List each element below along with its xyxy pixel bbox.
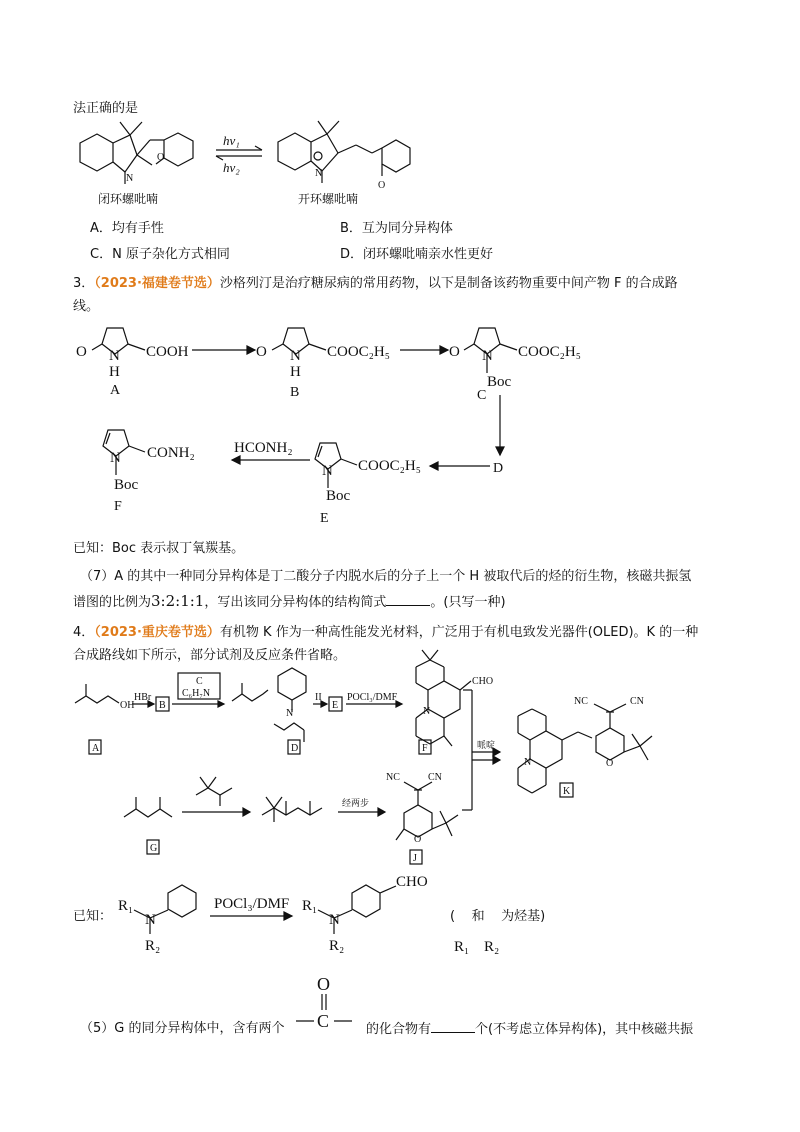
q4-reagent-ester bbox=[196, 777, 232, 806]
closed-spiropyran-structure bbox=[80, 122, 193, 184]
q4-k-nc: NC bbox=[574, 696, 588, 707]
q3-a-h: H bbox=[109, 364, 120, 380]
q2-option-b: B．互为同分异构体 bbox=[340, 221, 453, 236]
q4-step-ii: II bbox=[315, 692, 322, 703]
q3-sub7-2c: 。(只写一种) bbox=[430, 595, 506, 610]
q4-answer-blank[interactable] bbox=[431, 1020, 475, 1033]
q4-d-n: N bbox=[286, 708, 294, 719]
q3-c-boc: Boc bbox=[487, 374, 512, 390]
q4-stem1: 有机物 K 作为一种高性能发光材料，广泛用于有机电致发光器件(OLED)。K 的一种 bbox=[219, 625, 699, 640]
q4-k-cn: CN bbox=[630, 696, 644, 707]
q3-source: （2023·福建卷节选） bbox=[94, 276, 220, 291]
q4-j-o: O bbox=[414, 834, 422, 845]
q3-c-ester: COOC₂H₅ bbox=[518, 344, 581, 360]
q3-label-a: A bbox=[110, 383, 121, 398]
q3-b-n: N bbox=[290, 348, 301, 364]
q2-intro: 法正确的是 bbox=[73, 101, 139, 116]
known-r2: R₂ bbox=[145, 938, 161, 954]
q3-c-o: O bbox=[449, 344, 460, 360]
known-reagent: POCl₃/DMF bbox=[214, 896, 290, 912]
q4-f-n: N bbox=[423, 706, 431, 717]
known-n: N bbox=[145, 912, 156, 928]
q3-a-cooh: COOH bbox=[146, 344, 189, 360]
q2-option-a: A．均有手性 bbox=[90, 221, 164, 236]
q4-j-nc: NC bbox=[386, 772, 400, 783]
q4-compound-intermediate bbox=[262, 797, 322, 822]
q3-label-c: C bbox=[477, 388, 487, 403]
q4-reagent-c: C bbox=[196, 676, 203, 687]
q4-f-cho: CHO bbox=[472, 676, 494, 687]
q4-label-a: A bbox=[92, 743, 100, 754]
hv1-label: hv₁ bbox=[223, 133, 240, 148]
q4-note-and: 和 bbox=[471, 909, 485, 924]
q3-sub7-line2 bbox=[73, 592, 506, 612]
known-reactant bbox=[134, 885, 196, 934]
q4-sub5-b: 的化合物有 bbox=[366, 1022, 432, 1037]
q4-j-cn: CN bbox=[428, 772, 442, 783]
q3-stem2: 线。 bbox=[73, 299, 100, 314]
q2-closed-n: N bbox=[126, 173, 134, 184]
q3-a-n: N bbox=[109, 348, 120, 364]
q4-label-g: G bbox=[150, 843, 158, 854]
q4-stem-line1 bbox=[73, 624, 698, 642]
q3-b-ester: COOC₂H₅ bbox=[327, 344, 390, 360]
hv2-label: hv₂ bbox=[223, 160, 240, 175]
known-product-cho: CHO bbox=[396, 874, 428, 890]
q4-compound-j bbox=[396, 782, 458, 840]
q4-compound-f bbox=[416, 650, 471, 746]
q4-compound-g bbox=[124, 797, 172, 817]
q3-e-boc: Boc bbox=[326, 488, 351, 504]
q4-compound-a bbox=[75, 684, 119, 703]
q3-b-o: O bbox=[256, 344, 267, 360]
q4-label-f: F bbox=[422, 743, 428, 754]
q4-label-d: D bbox=[291, 743, 299, 754]
q4-known-prefix: 已知： bbox=[73, 909, 113, 924]
q2-open-n: N bbox=[315, 168, 323, 179]
q2-open-o: O bbox=[378, 180, 386, 191]
q3-f-n: N bbox=[110, 450, 121, 466]
q4-k-n: N bbox=[524, 757, 532, 768]
note-r1: R₁ bbox=[454, 939, 470, 955]
q4-cond-j: 经两步 bbox=[342, 799, 370, 809]
q4-sub5-a: （5）G 的同分异构体中，含有两个 bbox=[80, 1021, 285, 1036]
q3-c-n: N bbox=[482, 348, 493, 364]
q3-label-b: B bbox=[290, 385, 300, 400]
q4-source: （2023·重庆卷节选） bbox=[94, 625, 220, 640]
q3-number: 3． bbox=[73, 276, 95, 291]
q3-stem-line1 bbox=[73, 275, 678, 293]
q3-label-d: D bbox=[493, 461, 504, 476]
q4-reagent-hbr: HBr bbox=[134, 692, 152, 703]
q4-reagent-pocl3: POCl₃/DMF bbox=[347, 692, 398, 703]
known-product-r1: R₁ bbox=[302, 898, 318, 914]
q4-number: 4． bbox=[73, 625, 95, 640]
q4-note bbox=[450, 908, 545, 926]
q3-a-o: O bbox=[76, 344, 87, 360]
open-spiropyran-label: 开环螺吡喃 bbox=[298, 192, 359, 206]
open-spiropyran-structure bbox=[278, 121, 410, 183]
q4-note-open: ( bbox=[450, 909, 456, 924]
q4-compound-d bbox=[232, 668, 306, 742]
q4-label-j: J bbox=[413, 853, 417, 864]
q3-sub7-2a: 谱图的比例为 bbox=[73, 595, 152, 610]
q2-option-d: D．闭环螺吡喃亲水性更好 bbox=[340, 247, 494, 262]
q3-sub7-2b: ，写出该同分异构体的结构简式 bbox=[204, 595, 387, 610]
q4-sub5-c: 个(不考虑立体异构体)，其中核磁共振 bbox=[475, 1022, 694, 1037]
q3-f-boc: Boc bbox=[114, 477, 139, 493]
q3-stem1: 沙格列汀是治疗糖尿病的常用药物，以下是制备该药物重要中间产物 F 的合成路 bbox=[219, 276, 678, 291]
known-product-r2: R₂ bbox=[329, 938, 345, 954]
q2-closed-o: O bbox=[157, 152, 165, 163]
q3-answer-blank[interactable] bbox=[386, 593, 430, 606]
q4-a-oh: OH bbox=[120, 700, 135, 711]
q3-label-e: E bbox=[320, 511, 329, 526]
carbonyl-c: C bbox=[317, 1011, 330, 1031]
known-r1: R₁ bbox=[118, 898, 134, 914]
q3-f-conh2: CONH₂ bbox=[147, 445, 195, 461]
q3-e-ester: COOC₂H₅ bbox=[358, 458, 421, 474]
q4-compound-k bbox=[518, 704, 652, 793]
q3-label-f: F bbox=[114, 499, 122, 514]
q4-stem2: 合成路线如下所示，部分试剂及反应条件省略。 bbox=[73, 648, 347, 663]
closed-spiropyran-label: 闭环螺吡喃 bbox=[98, 192, 159, 206]
known-product-n: N bbox=[329, 912, 340, 928]
q4-k-o: O bbox=[606, 758, 614, 769]
q4-label-e: E bbox=[332, 700, 339, 711]
q3-e-n: N bbox=[322, 463, 333, 479]
q3-known: 已知：Boc 表示叔丁氧羰基。 bbox=[73, 541, 245, 556]
q3-sub7-line1: （7）A 的其中一种同分异构体是丁二酸分子内脱水后的分子上一个 H 被取代后的烃的衍生物，核磁共振氢 bbox=[80, 569, 692, 584]
q3-reagent-hconh2: HCONH₂ bbox=[234, 440, 293, 456]
q4-reagent-c-formula: C₆H₇N bbox=[182, 688, 211, 699]
note-r2: R₂ bbox=[484, 939, 500, 955]
q3-b-h: H bbox=[290, 364, 301, 380]
carbonyl-o: O bbox=[317, 974, 330, 994]
q4-label-b: B bbox=[159, 700, 166, 711]
q4-note-close: 为烃基) bbox=[501, 909, 546, 924]
q3-ratio: 3:2:1:1 bbox=[151, 592, 205, 610]
q4-cond-k: 哌啶 bbox=[477, 741, 496, 751]
q4-sub5-rest bbox=[366, 1020, 693, 1039]
q2-option-c: C．N 原子杂化方式相同 bbox=[90, 247, 230, 262]
q4-label-k: K bbox=[563, 786, 571, 797]
